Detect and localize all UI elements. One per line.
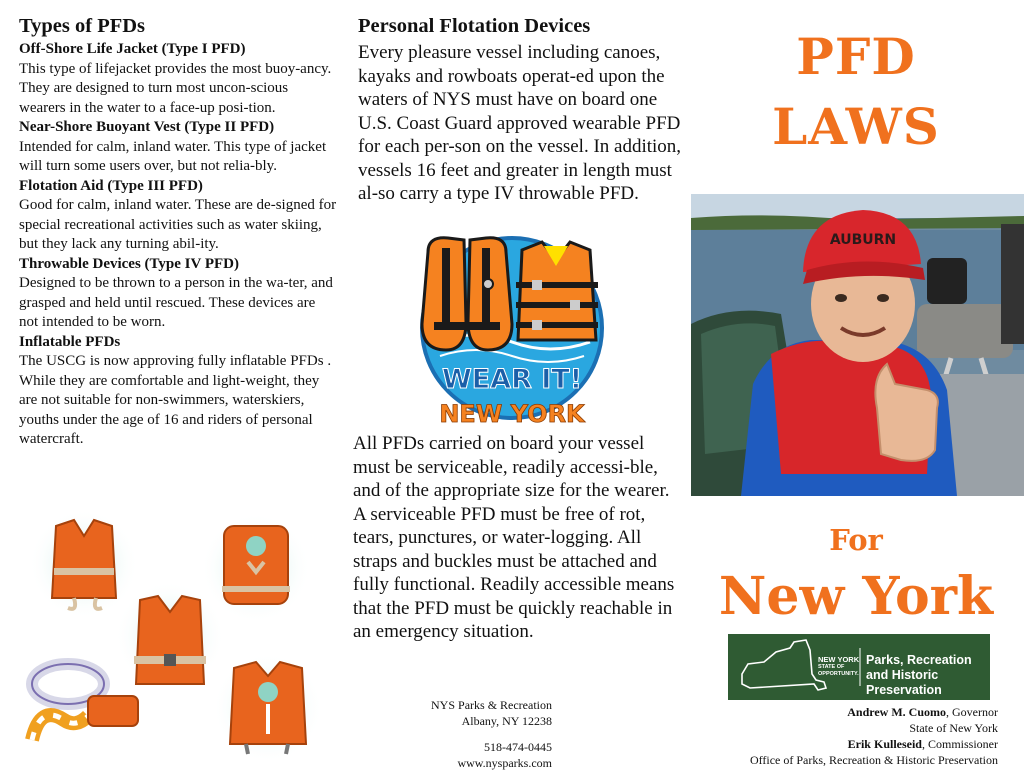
- parks-logo-line-2: and Historic Preservation: [866, 668, 942, 697]
- type-1-heading: Off-Shore Life Jacket (Type I PFD): [19, 41, 246, 57]
- type-5-heading: Inflatable PFDs: [19, 333, 121, 350]
- governor-line: [750, 704, 998, 720]
- types-list: [19, 40, 337, 450]
- state-line: State of New York: [909, 721, 998, 735]
- type-5-text: The USCG is now approving fully inflatable PFDs . While they are comfortable and light-weight, they are not suitable for non-swimmers, waterskiers, youths under the age of 16 and riders of personal watercraft.: [19, 353, 332, 447]
- logo-text-new-york: NEW YORK: [439, 400, 585, 428]
- parks-logo-small-2: STATE OF: [818, 664, 845, 670]
- commissioner-title: , Commissioner: [921, 737, 998, 751]
- address-web: www.nysparks.com: [457, 756, 552, 770]
- logo-text-wear-it: WEAR IT!: [441, 364, 583, 395]
- type-1-text: This type of lifejacket provides the most buoy-ancy. They are designed to turn most uncon-scious wearers in the water to a face-up posi-tion.: [19, 60, 332, 116]
- panel-types: [0, 0, 344, 784]
- flotation-body-2: All PFDs carried on board your vessel must be serviceable, readily accessi-ble, and of the appropriate size for the wearer. A serviceable PFD must be free of rot, tears, punctures, or water-logging. All straps and buckles must be attached and fully functional. Readily accessible means that the PFD must be quickly reachable in an emergency situation.: [353, 433, 675, 642]
- address-city: Albany, NY 12238: [461, 714, 552, 728]
- foam-vest-icon: [516, 242, 598, 340]
- life-vest-3-icon: [115, 581, 225, 691]
- parks-logo-small-text: [818, 656, 859, 677]
- boy-photo: [691, 194, 1024, 496]
- type-4-heading: Throwable Devices (Type IV PFD): [19, 255, 239, 272]
- office-line: Office of Parks, Recreation & Historic Preservation: [749, 753, 998, 767]
- cover-new-york: New York: [718, 566, 994, 627]
- ring-buoy-icon: [32, 664, 138, 740]
- cover-title-pfd: PFD: [796, 27, 916, 86]
- life-vest-2-icon: [201, 513, 311, 623]
- life-vest-1-icon: [29, 509, 139, 619]
- parks-logo-line-1: Parks, Recreation: [866, 653, 972, 667]
- type-4-text: Designed to be thrown to a person in the wa-ter, and grasped and held until rescued. These devices are not intended to be worn.: [19, 275, 333, 330]
- type-3-heading: Flotation Aid (Type III PFD): [19, 177, 203, 194]
- type-3-text: Good for calm, inland water. These are de-signed for special recreational activities such as water skiing, but they lack any turning abil-ity.: [19, 197, 337, 252]
- cover-for: For: [829, 523, 883, 557]
- flotation-title: Personal Flotation Devices: [358, 15, 591, 37]
- cover-title-laws: LAWS: [772, 97, 940, 156]
- parks-logo-small-1: NEW YORK: [818, 655, 860, 664]
- commissioner-line: [750, 736, 998, 752]
- panel-cover: [688, 0, 1024, 784]
- address-block: [431, 697, 552, 771]
- parks-logo: [728, 634, 990, 700]
- governor-name: Andrew M. Cuomo: [847, 705, 947, 719]
- commissioner-name: Erik Kulleseid: [847, 737, 922, 751]
- parks-logo-small-3: OPPORTUNITY.: [818, 670, 859, 677]
- governor-title: , Governor: [946, 705, 998, 719]
- wear-it-logo: [414, 232, 610, 430]
- type-2-heading: Near-Shore Buoyant Vest (Type II PFD): [19, 119, 275, 135]
- life-vest-4-icon: [213, 653, 323, 763]
- officials-block: [750, 704, 998, 768]
- cap-text: AUBURN: [829, 232, 897, 248]
- pfd-illustrations: [16, 508, 342, 770]
- types-title: Types of PFDs: [19, 15, 146, 37]
- panel-flotation: [344, 0, 688, 784]
- address-phone: 518-474-0445: [484, 740, 552, 754]
- flotation-body: Every pleasure vessel including canoes, kayaks and rowboats operat-ed upon the waters of NYS must have on board one U.S. Coast Guard approved wearable PFD for each per-son on the vessel. In addition, vessels 16 feet and greater in length must al-so carry a type IV throwable PFD.: [358, 42, 682, 204]
- type-2-text: Intended for calm, inland water. This type of jacket will turn some users over, but not relia-bly.: [19, 138, 327, 174]
- address-org: NYS Parks & Recreation: [431, 698, 552, 712]
